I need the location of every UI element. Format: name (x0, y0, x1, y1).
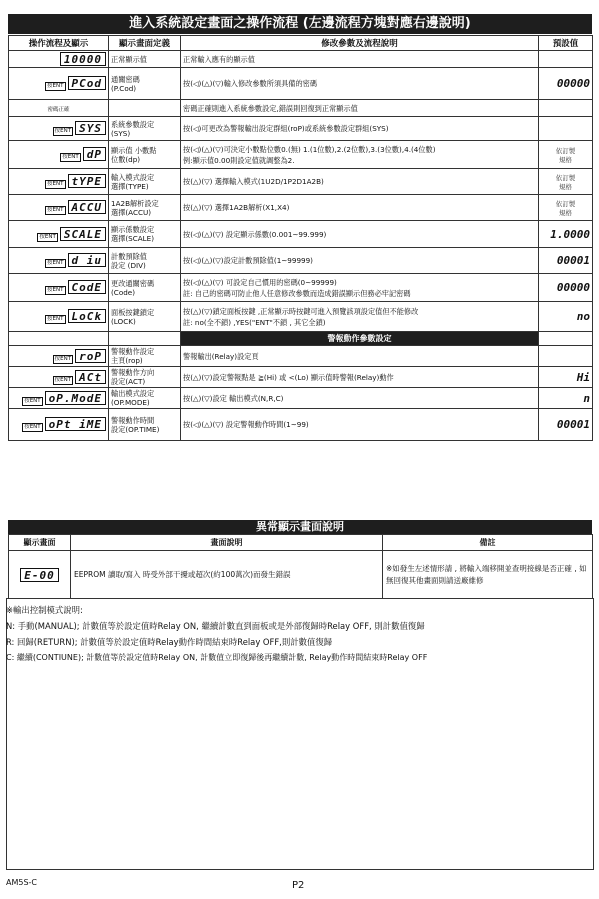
table-row (9, 388, 593, 409)
flow-cell (9, 169, 109, 195)
default-value: 00001 (539, 409, 593, 441)
model-label: AM5S-C (6, 878, 38, 887)
param-name: 顯示係數設定 選擇(SCALE) (109, 221, 181, 248)
default-value: 1.0000 (539, 221, 593, 248)
ent-key-label: 按ENT (47, 181, 64, 187)
param-desc: 按(△)(▽)設定警報點是 ≧(Hi) 或 <(Lo) 顯示值時警報(Relay)動作 (181, 367, 539, 388)
default-value (539, 100, 593, 117)
param-desc: 按(△)(▽) 選擇輸入模式(1U2D/1P2D1A2B) (181, 169, 539, 195)
ent-key-label: 按ENT (47, 316, 64, 322)
default-value (539, 346, 593, 367)
table-row (9, 68, 593, 100)
table-row (9, 169, 593, 195)
table-row (9, 248, 593, 274)
param-desc: 按(△)(▽) 選擇1A2B解析(X1,X4) (181, 195, 539, 221)
param-name: 顯示值 小數點 位數(dp) (109, 141, 181, 169)
lcd-display: oPt iME (45, 417, 106, 431)
empty-cell (539, 332, 593, 346)
flow-cell (9, 388, 109, 409)
ent-key-label: 按ENT (24, 424, 41, 430)
note-r: R: 回歸(RETURN); 計數值等於設定值時Relay動作時間結束時Relay OFF,則計數值復歸 (6, 637, 333, 647)
param-desc: 按(△)(▽)設定 輸出模式(N,R,C) (181, 388, 539, 409)
lcd-display: oP.ModE (45, 391, 106, 405)
abnormal-header-note: 備註 (383, 535, 593, 551)
param-desc: 按(◁)(△)(▽) 設定顯示係數(0.001~99.999) (181, 221, 539, 248)
table-row (9, 117, 593, 141)
note-n: N: 手動(MANUAL); 計數值等於設定值時Relay ON, 繼續計數直到面板或是外部復歸時Relay OFF, 則計數值復歸 (6, 621, 425, 631)
param-name: 警報動作方向 設定(ACT) (109, 367, 181, 388)
default-value: 00000 (539, 68, 593, 100)
default-value: no (539, 302, 593, 332)
flow-cell (9, 248, 109, 274)
table-row (9, 367, 593, 388)
pwd-correct-label: 密碼正確 (47, 106, 70, 113)
ent-key-label: 按ENT (47, 260, 64, 266)
param-desc: 按(◁)可更改為警報輸出設定群組(roP)或系統參數設定群組(SYS) (181, 117, 539, 141)
alarm-section-row (9, 332, 593, 346)
default-value: 00000 (539, 274, 593, 302)
flow-cell (9, 409, 109, 441)
lcd-display: d iu (68, 253, 107, 267)
lcd-display: ACt (75, 370, 106, 384)
ent-key-label: 按ENT (47, 287, 64, 293)
table-row (9, 141, 593, 169)
lcd-display: 10000 (60, 52, 106, 66)
abnormal-header-display: 顯示畫面 (9, 535, 71, 551)
note-c: C: 繼續(CONTIUNE); 計數值等於設定值時Relay ON, 計數值立即復歸後再繼續計數, Relay動作時間結束時Relay OFF (6, 653, 428, 662)
empty-cell (109, 332, 181, 346)
param-name: 1A2B解析設定 選擇(ACCU) (109, 195, 181, 221)
param-name: 面板按鍵鎖定 (LOCK) (109, 302, 181, 332)
lcd-display: ACCU (68, 200, 107, 214)
param-desc: 按(◁)(△)(▽) 可設定自己慣用的密碼(0~99999) 註: 自己的密碼可防止他人任意修改參數而造成錯誤顯示但務必牢記密碼 (181, 274, 539, 302)
flow-cell (9, 68, 109, 100)
header-default: 預設值 (539, 36, 593, 51)
default-value: 依訂製 規格 (539, 141, 593, 169)
ent-key-label: 按ENT (62, 154, 79, 160)
ent-key-label: 按ENT (47, 207, 64, 213)
lcd-display: CodE (68, 280, 107, 294)
page-title: 進入系統設定畫面之操作流程 (左邊流程方塊對應右邊說明) (8, 14, 592, 34)
param-name: 計數預除值 設定 (DIV) (109, 248, 181, 274)
param-name: 輸出模式設定 (OP.MODE) (109, 388, 181, 409)
ent-key-label: 按ENT (24, 397, 41, 404)
table-row (9, 221, 593, 248)
table-row (9, 100, 593, 117)
header-desc: 修改參數及流程說明 (181, 36, 539, 51)
default-value: n (539, 388, 593, 409)
settings-table (8, 35, 593, 441)
param-name: 警報動作時間 設定(OP.TIME) (109, 409, 181, 441)
ent-key-label: 按ENT (54, 128, 72, 134)
abnormal-title: 異常顯示畫面說明 (8, 520, 592, 534)
alarm-section-title: 警報動作參數設定 (181, 332, 539, 346)
flow-cell (9, 195, 109, 221)
page-number: P2 (292, 880, 305, 891)
flow-cell (9, 332, 109, 346)
lcd-display: SCALE (60, 227, 106, 241)
flow-cell (9, 346, 109, 367)
default-value: 依訂製 規格 (539, 169, 593, 195)
param-desc: 按(◁)(△)(▽)設定計數預除值(1~99999) (181, 248, 539, 274)
param-desc: 按(◁)(△)(▽)輸入修改參數所須具備的密碼 (181, 68, 539, 100)
table-row (9, 195, 593, 221)
lcd-display: roP (75, 349, 106, 363)
param-name: 通關密碼 (P.Cod) (109, 68, 181, 100)
header-flow: 操作流程及顯示 (9, 36, 109, 51)
ent-key-label: 按ENT (47, 83, 64, 89)
default-value: 00001 (539, 248, 593, 274)
lcd-display: SYS (75, 121, 106, 135)
default-value (539, 117, 593, 141)
table-row (9, 51, 593, 68)
param-desc: 警報輸出(Relay)設定頁 (181, 346, 539, 367)
abnormal-desc: EEPROM 讀取/寫入 時受外部干擾或超次(約100萬次)而發生錯誤 (71, 551, 383, 599)
header-name: 顯示畫面定義 (109, 36, 181, 51)
lcd-display: PCod (68, 76, 107, 90)
ent-key-label: 按ENT (39, 233, 56, 240)
lcd-display: dP (83, 147, 106, 161)
notes-heading: ※輸出控制模式說明: (6, 605, 83, 615)
ent-key-label: 按ENT (54, 355, 72, 362)
default-value: Hi (539, 367, 593, 388)
table-row (9, 409, 593, 441)
abnormal-header-desc: 畫面說明 (71, 535, 383, 551)
param-desc: 按(◁)(△)(▽)可決定小數點位數0.(無) 1.(1位數),2.(2位數),3.(3位數),4.(4位數) 例:顯示值0.00則設定值就調整為2. (181, 141, 539, 169)
param-desc: 按(△)(▽)鎖定面板按鍵 ,正常顯示時按鍵可進入預覽該項設定值但不能修改 註: no(全不鎖) ,YES("ENT"不鎖 , 其它全鎖) (181, 302, 539, 332)
notes-section (6, 602, 596, 666)
param-desc: 正常輸入應有的顯示值 (181, 51, 539, 68)
table-row (9, 302, 593, 332)
flow-cell (9, 141, 109, 169)
lcd-display: tYPE (68, 174, 107, 188)
param-name: 更改通關密碼 (Code) (109, 274, 181, 302)
flow-cell (9, 221, 109, 248)
flow-cell (9, 367, 109, 388)
default-value (539, 51, 593, 68)
abnormal-note: ※如發生左述情形請 , 將輸入端移開並查明接線是否正確 , 如無回復其他畫面則請送廠維修 (383, 551, 593, 599)
param-name: 正常顯示值 (109, 51, 181, 68)
abnormal-table (8, 534, 593, 599)
ent-key-label: 按ENT (54, 376, 72, 383)
param-name: 警報動作設定 主頁(rop) (109, 346, 181, 367)
param-name: 輸入模式設定 選擇(TYPE) (109, 169, 181, 195)
param-desc: 按(◁)(△)(▽) 設定警報動作時間(1~99) (181, 409, 539, 441)
table-row (9, 274, 593, 302)
default-value: 依訂製 規格 (539, 195, 593, 221)
flow-cell (9, 100, 109, 117)
flow-cell (9, 117, 109, 141)
flow-cell (9, 302, 109, 332)
param-desc: 密碼正確則進入系統參數設定,錯誤則回復到正常顯示值 (181, 100, 539, 117)
param-name (109, 100, 181, 117)
flow-cell (9, 274, 109, 302)
table-row (9, 346, 593, 367)
error-lcd: E-00 (20, 568, 59, 582)
param-name: 系統參數設定 (SYS) (109, 117, 181, 141)
lcd-display: LoCk (68, 309, 107, 323)
flow-cell (9, 51, 109, 68)
